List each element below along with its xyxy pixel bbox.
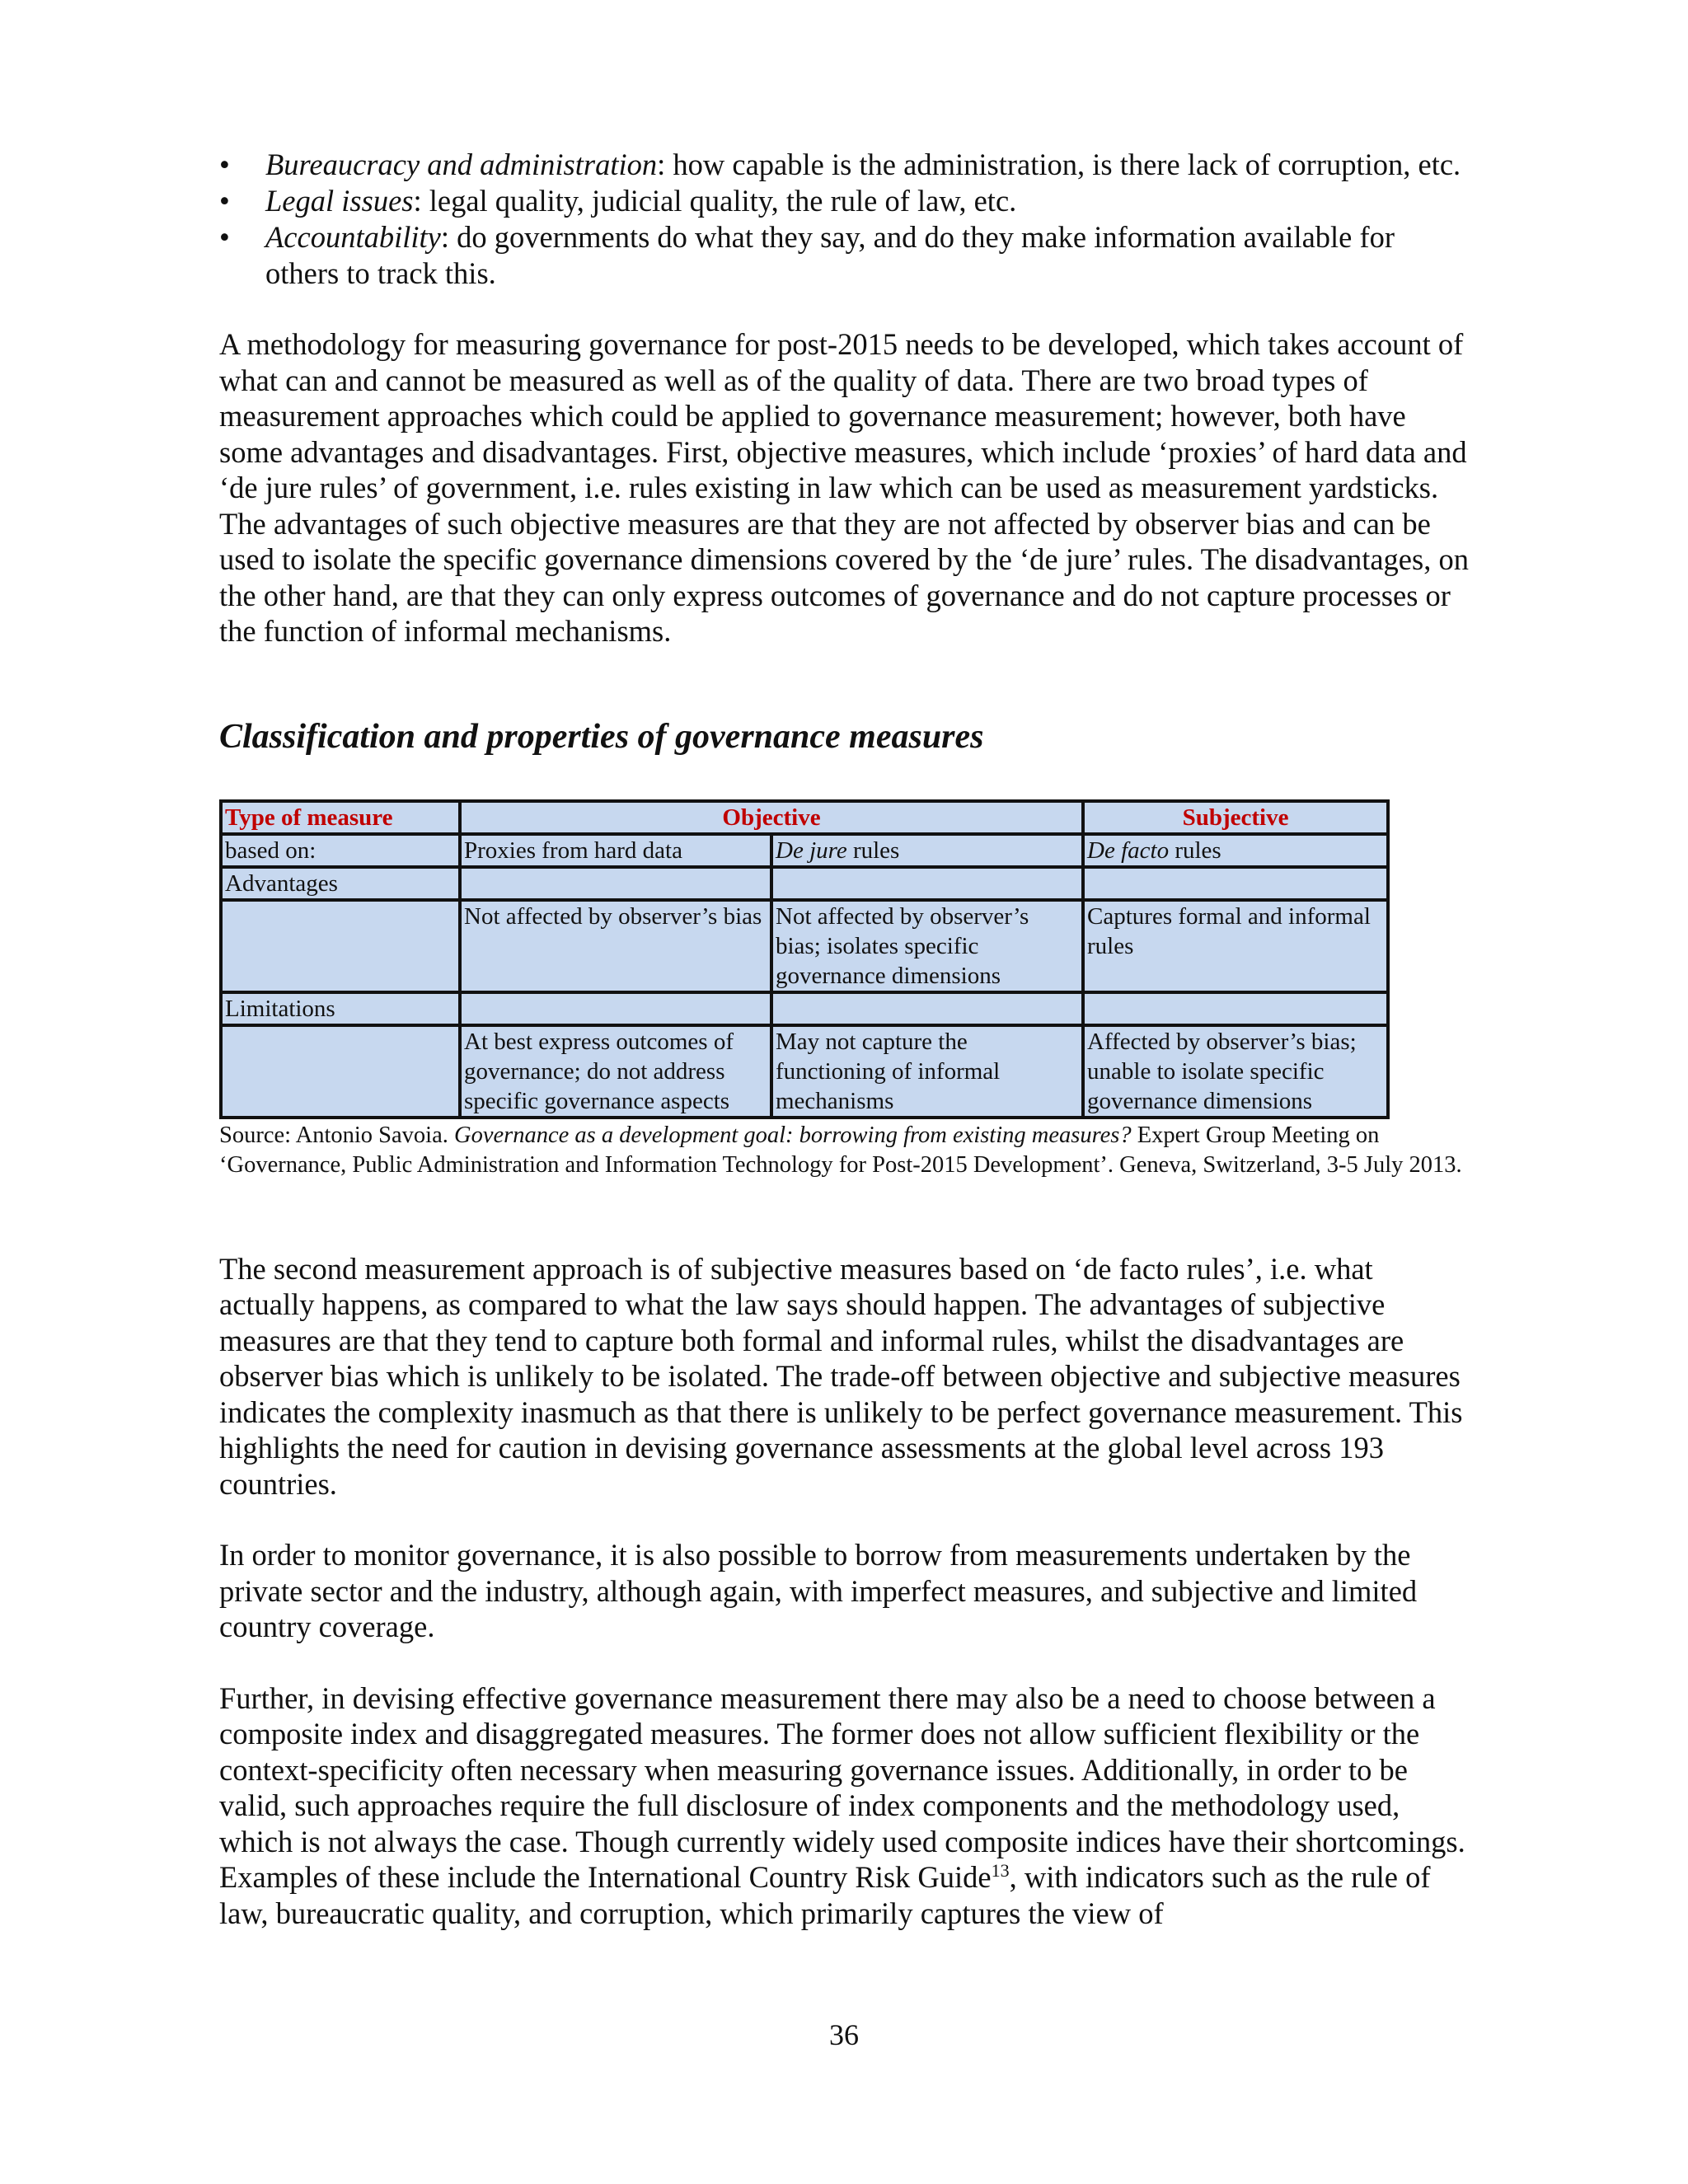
bullet-item: • Legal issues: legal quality, judicial quality, the rule of law, etc.: [219, 184, 1017, 218]
table-cell: [771, 867, 1083, 900]
table-row: [221, 992, 1388, 1025]
bullet-item: • Accountability: do governments do what they say, and do they make information available for others to track this.: [219, 220, 1395, 290]
bullet-icon: •: [219, 184, 230, 218]
table-cell: Subjective: [1083, 801, 1388, 834]
paragraph-monitoring: In order to monitor governance, it is also possible to borrow from measurements undertaken by the private sector and the industry, although again, with imperfect measures, and subjective and limited country coverage.: [219, 1538, 1418, 1643]
table-row: [221, 801, 1388, 834]
bullet-icon: •: [219, 148, 230, 181]
table-cell: based on:: [221, 834, 460, 867]
governance-measures-table: [219, 799, 1390, 1119]
table-cell: Not affected by observer’s bias: [460, 900, 771, 992]
table-cell: De jure rules: [771, 834, 1083, 867]
table-cell: Affected by observer’s bias; unable to isolate specific governance dimensions: [1083, 1025, 1388, 1118]
table-cell: [1083, 867, 1388, 900]
table-cell: De facto rules: [1083, 834, 1388, 867]
table-cell: [460, 867, 771, 900]
table-cell: Limitations: [221, 992, 460, 1025]
table-cell: [221, 1025, 460, 1118]
table-cell: Captures formal and informal rules: [1083, 900, 1388, 992]
table-cell: [460, 992, 771, 1025]
section-heading: Classification and properties of governance measures: [219, 717, 984, 756]
table-cell: Objective: [460, 801, 1083, 834]
paragraph-composite-index: Further, in devising effective governance measurement there may also be a need to choose between a composite index and disaggregated measures. The former does not allow sufficient flexibility or the context-specificity often necessary when measuring governance issues. Additionally, in order to be valid, such approaches require the full disclosure of index components and the methodology used, which is not always the case. Though currently widely used composite indices have their shortcomings. Examples of these include the International Country Risk Guide$^{13}$, with indicators such as the rule of law, bureaucratic quality, and corruption, which primarily captures the view of: [219, 1680, 1465, 1930]
table-cell: [221, 900, 460, 992]
footnote-ref: 13: [991, 1859, 1010, 1881]
table-row: [221, 1025, 1388, 1118]
table-cell: At best express outcomes of governance; do not address specific governance aspects: [460, 1025, 771, 1118]
table-row: [221, 834, 1388, 867]
table-cell: [1083, 992, 1388, 1025]
bullet-item: • Bureaucracy and administration: how capable is the administration, is there lack of corruption, etc.: [219, 148, 1461, 181]
page-number: 36: [829, 2018, 859, 2051]
table-cell: [771, 992, 1083, 1025]
paragraph-methodology: A methodology for measuring governance for post-2015 needs to be developed, which takes account of what can and cannot be measured as well as of the quality of data. There are two broad types of measurement approaches which could be applied to governance measurement; however, both have some advantages and disadvantages. First, objective measures, which include ‘proxies’ of hard data and ‘de jure rules’ of government, i.e. rules existing in law which can be used as measurement yardsticks. The advantages of such objective measures are that they are not affected by observer bias and can be used to isolate the specific governance dimensions covered by the ‘de jure’ rules. The disadvantages, on the other hand, are that they can only express outcomes of governance and do not capture processes or the function of informal mechanisms.: [219, 327, 1469, 648]
table-cell: May not capture the functioning of informal mechanisms: [771, 1025, 1083, 1118]
document-page: [219, 147, 1472, 1931]
table-cell: Advantages: [221, 867, 460, 900]
table-cell: Not affected by observer’s bias; isolates specific governance dimensions: [771, 900, 1083, 992]
table-cell: Proxies from hard data: [460, 834, 771, 867]
table-row: [221, 900, 1388, 992]
bullet-icon: •: [219, 220, 230, 254]
table-source-note: Source: Antonio Savoia. Governance as a development goal: borrowing from existing measures? Expert Group Meeting on ‘Governance, Public Administration and Information Technology for Post-2015 Development’. Geneva, Switzerland, 3-5 July 2013.: [219, 1122, 1462, 1178]
bullet-list: [219, 147, 1472, 292]
paragraph-subjective: The second measurement approach is of subjective measures based on ‘de facto rules’, i.e. what actually happens, as compared to what the law says should happen. The advantages of subjective measures are that they tend to capture both formal and informal rules, whilst the disadvantages are observer bias which is unlikely to be isolated. The trade-off between objective and subjective measures indicates the complexity inasmuch as that there is unlikely to be perfect governance measurement. This highlights the need for caution in devising governance assessments at the global level across 193 countries.: [219, 1251, 1463, 1501]
table-row: [221, 867, 1388, 900]
table-cell: Type of measure: [221, 801, 460, 834]
